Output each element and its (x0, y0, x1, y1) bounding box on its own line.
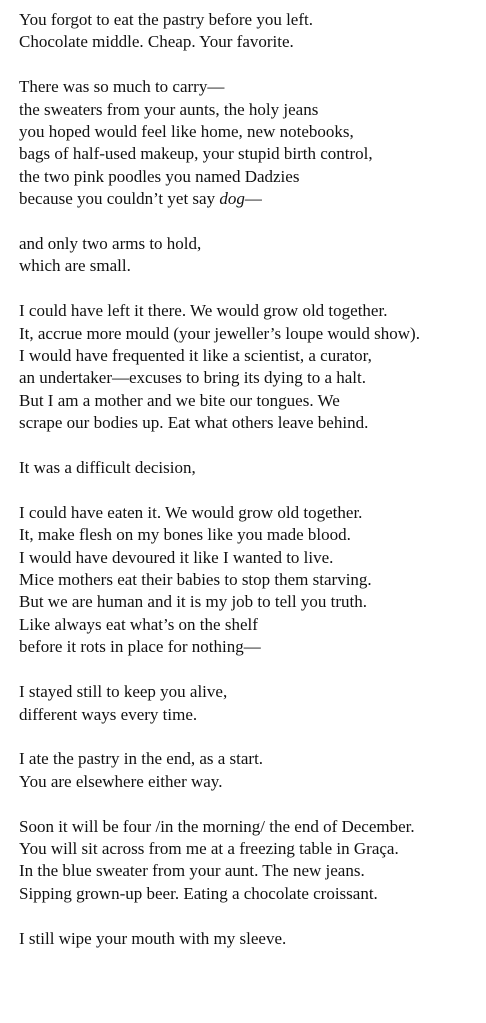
poem-line: before it rots in place for nothing— (19, 637, 261, 657)
poem-line: It, accrue more mould (your jeweller’s loupe would show). (19, 323, 420, 343)
poem-line: It, make flesh on my bones like you made blood. (19, 525, 351, 545)
poem-line: which are small. (19, 256, 131, 276)
poem-body (19, 9, 481, 972)
poem-line: You are elsewhere either way. (19, 771, 223, 791)
poem-line: Sipping grown-up beer. Eating a chocolate croissant. (19, 883, 378, 903)
poem-line: Chocolate middle. Cheap. Your favorite. (19, 32, 294, 52)
stanza-1 (19, 9, 481, 54)
italic-word: dog (219, 189, 245, 209)
poem-line: I could have left it there. We would grow old together. (19, 301, 388, 321)
poem-line: Mice mothers eat their babies to stop them starving. (19, 570, 372, 590)
poem-line: scrape our bodies up. Eat what others leave behind. (19, 413, 369, 433)
stanza-10 (19, 928, 481, 950)
poem-line: In the blue sweater from your aunt. The new jeans. (19, 861, 365, 881)
poem-line: you hoped would feel like home, new notebooks, (19, 122, 354, 142)
stanza-7 (19, 681, 481, 726)
dash: — (244, 189, 262, 209)
stanza-8 (19, 748, 481, 793)
stanza-3 (19, 233, 481, 278)
poem-line: the sweaters from your aunts, the holy jeans (19, 99, 319, 119)
poem-line: But I am a mother and we bite our tongues. We (19, 390, 340, 410)
poem-line: I still wipe your mouth with my sleeve. (19, 928, 287, 948)
poem-line: the two pink poodles you named Dadzies (19, 166, 300, 186)
stanza-5 (19, 457, 481, 479)
poem-line-text: because you couldn’t yet say (19, 189, 216, 209)
poem-line: It was a difficult decision, (19, 458, 196, 478)
poem-line: But we are human and it is my job to tell you truth. (19, 592, 367, 612)
poem-line: and only two arms to hold, (19, 234, 202, 254)
stanza-6 (19, 502, 481, 659)
poem-line: different ways every time. (19, 704, 198, 724)
poem-line: I would have devoured it like I wanted to live. (19, 547, 334, 567)
poem-line: Soon it will be four /in the morning/ the end of December. (19, 816, 415, 836)
poem-line: I ate the pastry in the end, as a start. (19, 749, 264, 769)
poem-line: I would have frequented it like a scientist, a curator, (19, 346, 372, 366)
poem-line: There was so much to carry— (19, 77, 225, 97)
poem-line: Like always eat what’s on the shelf (19, 614, 258, 634)
poem-line: an undertaker—excuses to bring its dying to a halt. (19, 368, 366, 388)
stanza-4 (19, 300, 481, 434)
poem-line: You forgot to eat the pastry before you left. (19, 10, 313, 29)
poem-line: bags of half-used makeup, your stupid birth control, (19, 144, 373, 164)
poem-line: I stayed still to keep you alive, (19, 682, 228, 702)
poem-line: I could have eaten it. We would grow old together. (19, 502, 363, 522)
poem-line: You will sit across from me at a freezing table in Graça. (19, 838, 399, 858)
stanza-2 (19, 76, 481, 210)
poem-line-with-italic (19, 188, 481, 210)
stanza-9 (19, 816, 481, 906)
